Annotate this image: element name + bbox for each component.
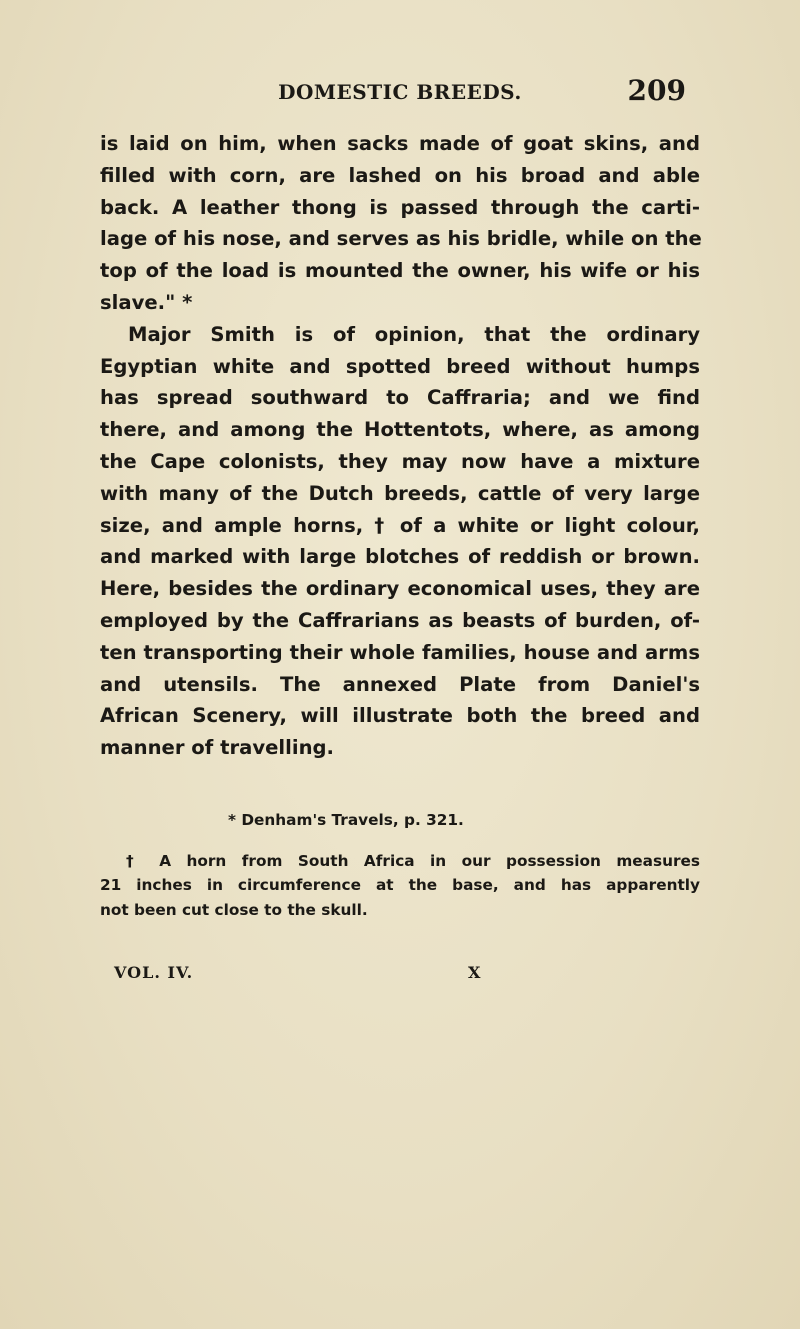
text-line: and marked with large blotches of reddish or brown. — [100, 545, 700, 569]
text-line: back. A leather thong is passed through the carti- — [100, 195, 700, 219]
signature-line — [0, 963, 800, 991]
text-line: Egyptian white and spotted breed without humps — [100, 354, 700, 378]
page-number: 209 — [627, 74, 686, 107]
text-line: there, and among the Hottentots, where, as among — [100, 418, 700, 442]
footnote-dagger-line: † A horn from South Africa in our possession measures — [126, 851, 700, 870]
text-line: and utensils. The annexed Plate from Daniel's — [100, 672, 700, 696]
signature-letter: X — [468, 963, 482, 982]
footnote-dagger-line: 21 inches in circumference at the base, and has apparently — [100, 876, 700, 894]
text-line: manner of travelling. — [100, 736, 334, 760]
text-line: size, and ample horns, † of a white or light colour, — [100, 513, 700, 537]
text-line: Here, besides the ordinary economical uses, they are — [100, 577, 700, 601]
footnotes — [100, 808, 700, 922]
footnote-dagger-line: not been cut close to the skull. — [100, 900, 368, 919]
volume-mark: VOL. IV. — [114, 963, 194, 982]
text-line: ten transporting their whole families, house and arms — [100, 640, 700, 664]
text-line: is laid on him, when sacks made of goat skins, and — [100, 132, 700, 155]
text-line: African Scenery, will illustrate both the breed and — [100, 704, 700, 728]
running-title: DOMESTIC BREEDS. — [278, 80, 522, 104]
text-line: Major Smith is of opinion, that the ordinary — [128, 322, 700, 346]
body-text — [100, 128, 700, 764]
text-line: lage of his nose, and serves as his bridle, while on the — [100, 227, 702, 251]
text-line: with many of the Dutch breeds, cattle of very large — [100, 481, 700, 505]
text-line: has spread southward to Caffraria; and we find — [100, 386, 700, 410]
footnote-asterisk: * Denham's Travels, p. 321. — [228, 811, 464, 829]
running-head — [0, 74, 800, 114]
text-line: top of the load is mounted the owner, his wife or his — [100, 259, 700, 283]
text-line: employed by the Caffrarians as beasts of burden, of- — [100, 608, 700, 632]
text-line: filled with corn, are lashed on his broad and able — [100, 163, 700, 187]
text-line: slave." * — [100, 290, 193, 314]
text-line: the Cape colonists, they may now have a mixture — [100, 449, 700, 473]
